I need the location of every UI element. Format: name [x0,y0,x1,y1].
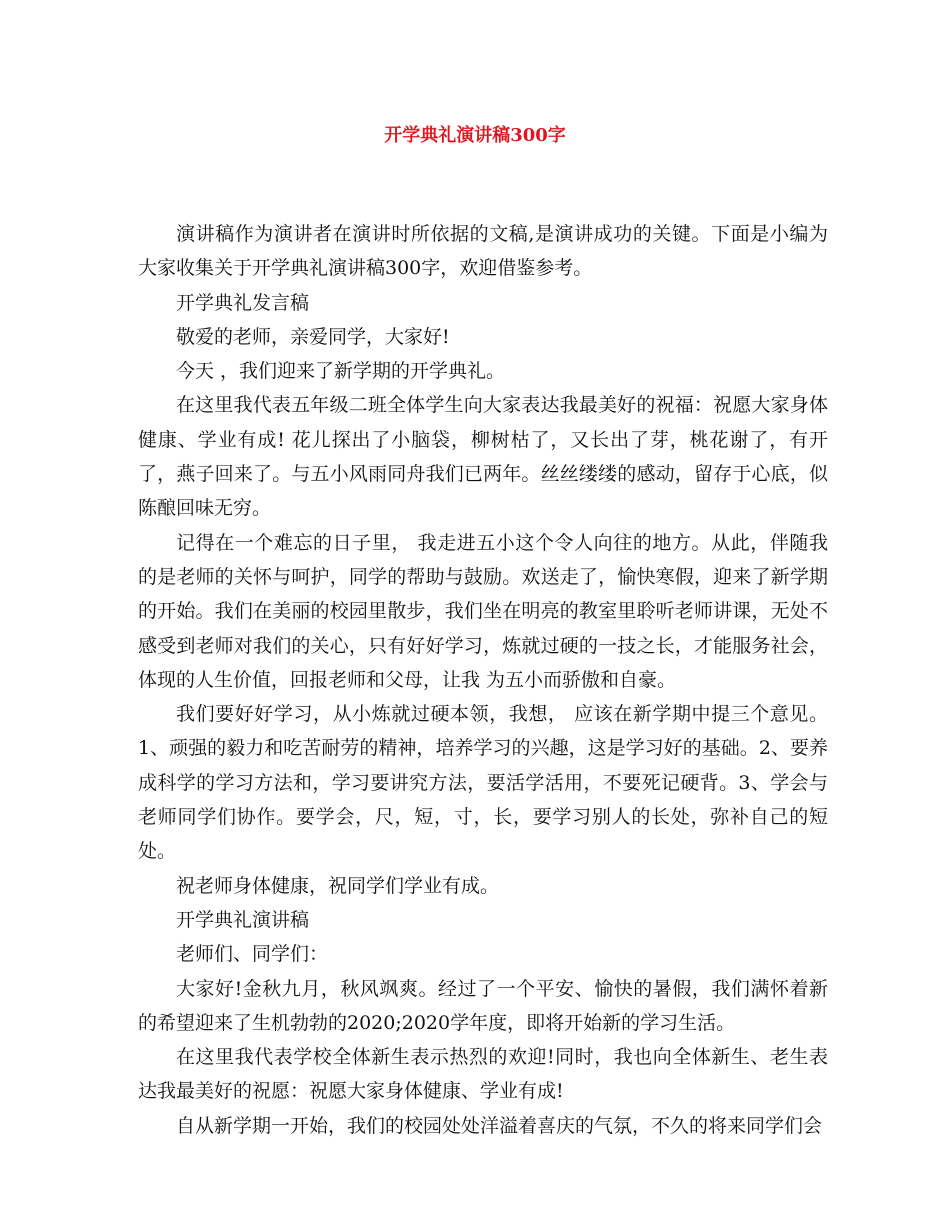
paragraph: 在这里我代表学校全体新生表示热烈的欢迎!同时，我也向全体新生、老生表达我最美好的祝愿：祝愿大家身体健康、学业有成! [138,1046,828,1103]
paragraph: 祝老师身体健康，祝同学们学业有成。 [176,874,500,897]
paragraph: 记得在一个难忘的日子里， 我走进五小这个令人向往的地方。从此，伴随我的是老师的关怀与呵护，同学的帮助与鼓励。欢送走了，愉快寒假，迎来了新学期的开始。我们在美丽的校园里散步，我们坐在明亮的教室里聆听老师讲课，无处不感受到老师对我们的关心，只有好好学习，炼就过硬的一技之长，才能服务社会，体现的人生价值，回报老师和父母，让我 为五小而骄傲和自豪。 [138,531,828,691]
paragraph: 我们要好好学习，从小炼就过硬本领，我想， 应该在新学期中提三个意见。1、顽强的毅力和吃苦耐劳的精神，培养学习的兴趣，这是学习好的基础。2、要养成科学的学习方法和，学习要讲究方法，要活学活用，不要死记硬背。3、学会与老师同学们协作。要学会，尺，短，寸，长，要学习别人的长处，弥补自己的短处。 [138,703,828,863]
paragraph-greeting-2: 老师们、同学们： [176,943,329,966]
document-body [138,217,828,1143]
document-title: 开学典礼演讲稿300字 [384,125,566,146]
paragraph-greeting-1: 敬爱的老师，亲爱同学，大家好! [176,325,450,348]
paragraph: 自从新学期一开始，我们的校园处处洋溢着喜庆的气氛，不久的将来同学们会 [176,1114,823,1137]
paragraph: 在这里我代表五年级二班全体学生向大家表达我最美好的祝福：祝愿大家身体健康、学业有成! 花儿探出了小脑袋，柳树枯了，又长出了芽，桃花谢了，有开了，燕子回来了。与五小风雨同舟我们已两年。丝丝缕缕的感动，留存于心底，似陈酿回味无穷。 [138,394,828,520]
section-heading-2: 开学典礼演讲稿 [176,908,310,931]
paragraph: 大家好!金秋九月，秋风飒爽。经过了一个平安、愉快的暑假，我们满怀着新的希望迎来了生机勃勃的2020;2020学年度，即将开始新的学习生活。 [138,977,828,1034]
paragraph-intro: 演讲稿作为演讲者在演讲时所依据的文稿,是演讲成功的关键。下面是小编为大家收集关于开学典礼演讲稿300字，欢迎借鉴参考。 [138,223,828,280]
section-heading-1: 开学典礼发言稿 [176,291,310,314]
paragraph: 今天 ，我们迎来了新学期的开学典礼。 [176,360,506,383]
